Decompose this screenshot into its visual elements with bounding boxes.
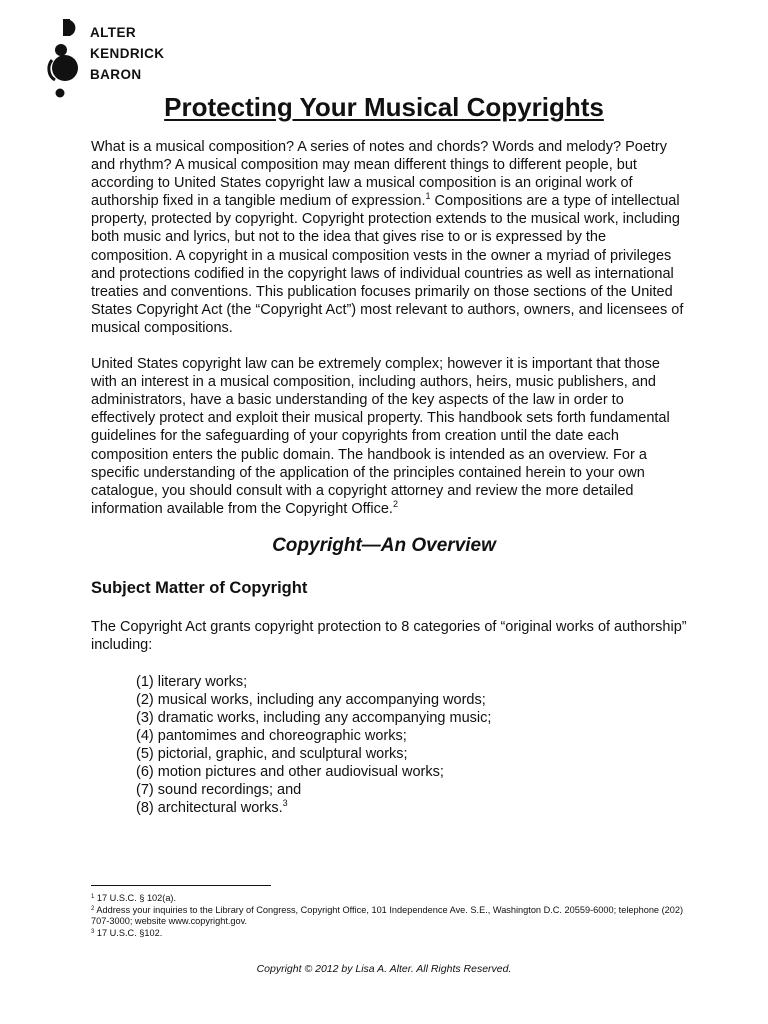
list-item: (5) pictorial, graphic, and sculptural works; xyxy=(136,746,408,762)
firm-logo xyxy=(46,18,196,100)
paragraph-1-text-a: What is a musical composition? A series of notes and chords? Words and melody? Poetry and rhythm? A musical composition may mean different things to different people, but according to United States copyright law a musical composition is an original work of authorship fixed in a tangible medium of expression. xyxy=(91,139,667,210)
paragraph-2 xyxy=(91,355,687,518)
subsection-title: Subject Matter of Copyright xyxy=(91,579,308,597)
list-item: (1) literary works; xyxy=(136,674,248,690)
document-title: Protecting Your Musical Copyrights xyxy=(164,92,604,122)
list-item: (2) musical works, including any accompanying words; xyxy=(136,692,486,708)
list-item: (7) sound recordings; and xyxy=(136,782,302,798)
body-text xyxy=(91,138,687,518)
section-title: Copyright—An Overview xyxy=(272,535,496,556)
footnote-mark: 3 xyxy=(91,928,95,935)
firm-name-line-2: KENDRICK xyxy=(90,46,165,61)
footnote-mark: 2 xyxy=(91,905,95,912)
footnote-3 xyxy=(91,928,691,940)
list-item xyxy=(136,799,491,817)
paragraph-2-text: United States copyright law can be extremely complex; however it is important that those with an interest in a musical composition, including authors, heirs, music publishers, and administrators, have a basic understanding of the key aspects of the law in order to effectively protect and exploit their musical property. This handbook sets forth fundamental guidelines for the safeguarding of your copyrights from creation until the date each composition enters the public domain. The handbook is intended as an overview. For a specific understanding of the application of the principles contained herein to your own catalogue, you should consult with a copyright attorney and review the more detailed information available from the Copyright Office. xyxy=(91,356,670,517)
footnote-text: 17 U.S.C. § 102(a). xyxy=(94,893,177,903)
footnotes xyxy=(91,893,691,939)
footnote-ref-2[interactable]: 2 xyxy=(392,498,398,509)
footnote-mark: 1 xyxy=(91,894,95,900)
list-item: (3) dramatic works, including any accompanying music; xyxy=(136,710,492,726)
footnote-2 xyxy=(91,905,691,928)
footnote-text: 17 U.S.C. §102. xyxy=(94,927,163,938)
music-note-logo-icon xyxy=(46,18,86,100)
footnote-divider xyxy=(91,885,271,886)
list-item: (4) pantomimes and choreographic works; xyxy=(136,728,407,744)
paragraph-1-text-b: Compositions are a type of intellectual property, protected by copyright. Copyright protection extends to the musical work, including both music and lyrics, but not to the idea that gives rise to or is expressed by the composition. A copyright in a musical composition vests in the owner a myriad of privileges and protections codified in the copyright laws of individual countries as well as international treaties and conventions. This publication focuses primarily on those sections of the United States Copyright Act (the “Copyright Act”) most relevant to authors, owners, and licensees of musical compositions. xyxy=(91,193,684,336)
firm-name-line-3: BARON xyxy=(90,67,142,82)
footnote-ref-1[interactable]: 1 xyxy=(425,191,431,202)
copyright-footer: Copyright © 2012 by Lisa A. Alter. All Rights Reserved. xyxy=(256,963,512,975)
firm-name xyxy=(90,22,164,85)
footnote-ref-3[interactable]: 3 xyxy=(282,798,288,808)
paragraph-1 xyxy=(91,138,687,337)
categories-intro: The Copyright Act grants copyright protection to 8 categories of “original works of authorship” including: xyxy=(91,619,687,654)
list-item-text: (8) architectural works. xyxy=(136,800,283,816)
categories-list xyxy=(136,673,491,817)
footnote-text: Address your inquiries to the Library of Congress, Copyright Office, 101 Independence Ave. S.E., Washington D.C. 20559-6000; telephone (202) 707-3000; website www.copyright.gov. xyxy=(91,904,684,926)
footnote-1 xyxy=(91,893,691,905)
firm-name-line-1: ALTER xyxy=(90,25,136,40)
list-item: (6) motion pictures and other audiovisual works; xyxy=(136,764,444,780)
